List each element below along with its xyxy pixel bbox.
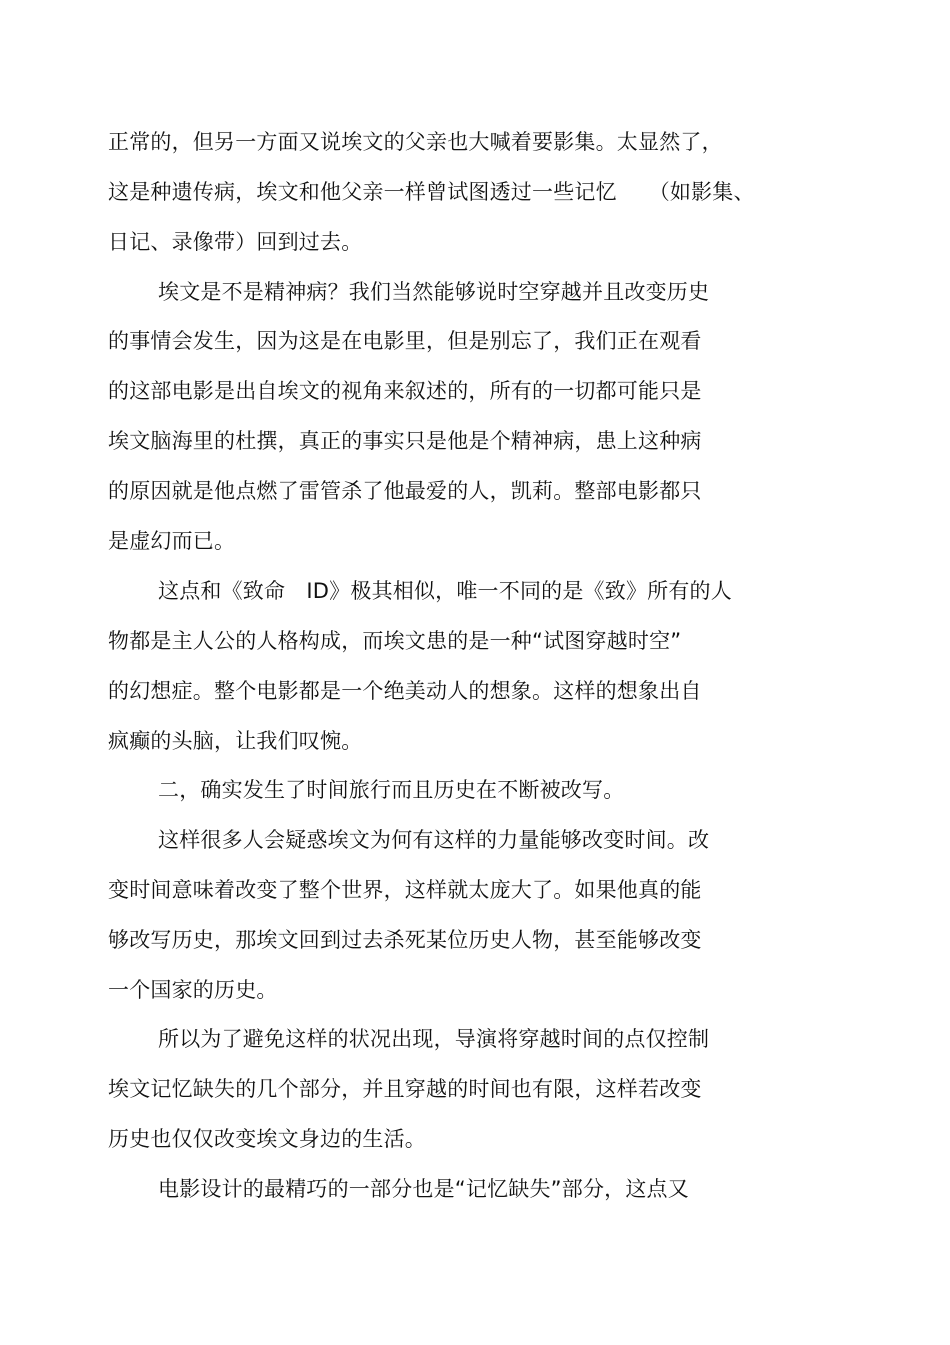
text-line: 疯癫的头脑，让我们叹惋。 (108, 729, 363, 753)
text-line: 的幻想症。整个电影都是一个绝美动人的想象。这样的想象出自 (108, 679, 702, 703)
text-line: 埃文记忆缺失的几个部分，并且穿越的时间也有限，这样若改变 (108, 1077, 702, 1101)
text-line: 历史也仅仅改变埃文身边的生活。 (108, 1127, 426, 1151)
paragraph-start-line: 埃文是不是精神病？我们当然能够说时空穿越并且改变历史 (158, 280, 710, 304)
text-line: 埃文脑海里的杜撰，真正的事实只是他是个精神病，患上这种病 (108, 429, 702, 453)
text-line: 够改写历史，那埃文回到过去杀死某位历史人物，甚至能够改变 (108, 928, 702, 952)
text-line: 日记、录像带）回到过去。 (108, 230, 363, 254)
text-line: 这是种遗传病，埃文和他父亲一样曾试图透过一些记忆 （如影集、 (108, 180, 755, 204)
text-line: 一个国家的历史。 (108, 978, 278, 1002)
paragraph-start-line: 这样很多人会疑惑埃文为何有这样的力量能够改变时间。改 (158, 828, 710, 852)
text-line: 变时间意味着改变了整个世界，这样就太庞大了。如果他真的能 (108, 878, 702, 902)
paragraph-start-line: 这点和《致命 ID》极其相似，唯一不同的是《致》所有的人 (158, 579, 732, 603)
text-line: 正常的，但另一方面又说埃文的父亲也大喊着要影集。太显然了， (108, 130, 723, 154)
text-line: 物都是主人公的人格构成，而埃文患的是一种“试图穿越时空” (108, 629, 682, 653)
paragraph-start-line: 所以为了避免这样的状况出现，导演将穿越时间的点仅控制 (158, 1027, 710, 1051)
paragraph-start-line: 电影设计的最精巧的一部分也是“记忆缺失”部分，这点又 (158, 1177, 689, 1201)
text-line: 是虚幻而已。 (108, 529, 236, 553)
section-heading-line: 二，确实发生了时间旅行而且历史在不断被改写。 (158, 778, 625, 802)
text-line: 的这部电影是出自埃文的视角来叙述的，所有的一切都可能只是 (108, 379, 702, 403)
text-line: 的事情会发生，因为这是在电影里，但是别忘了，我们正在观看 (108, 329, 702, 353)
text-line: 的原因就是他点燃了雷管杀了他最爱的人，凯莉。整部电影都只 (108, 479, 702, 503)
